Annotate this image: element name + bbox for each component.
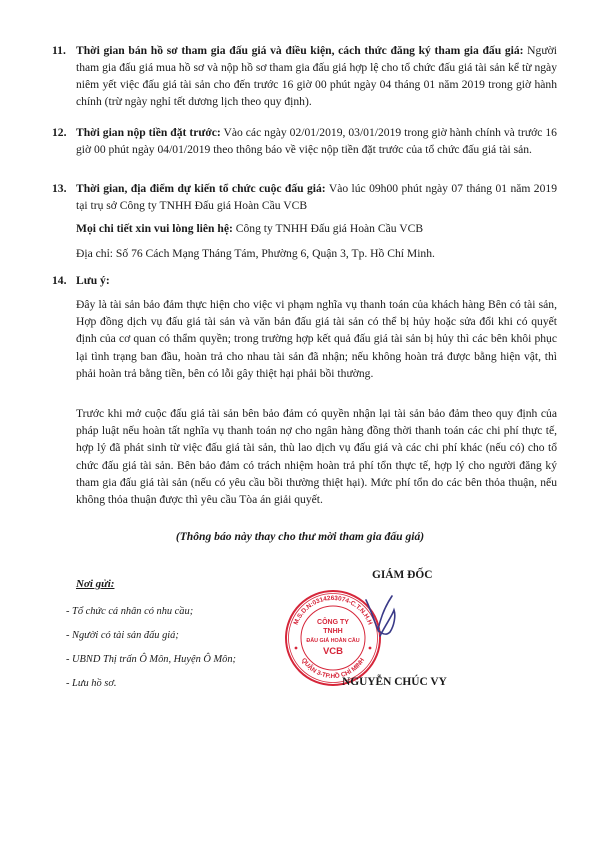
contact-label: Mọi chi tiết xin vui lòng liên hệ: bbox=[76, 222, 233, 235]
signature-title: GIÁM ĐỐC bbox=[372, 569, 433, 581]
stamp-brand: VCB bbox=[322, 646, 344, 657]
section-title: Thời gian bán hồ sơ tham gia đấu giá và điều kiện, cách thức đăng ký tham gia đấu giá: bbox=[76, 44, 524, 57]
section-14 bbox=[52, 272, 557, 289]
section-number: 11. bbox=[52, 44, 66, 57]
section-title: Lưu ý: bbox=[76, 274, 110, 287]
section-11 bbox=[52, 42, 557, 110]
stamp-ring-text: M.S.D.N:0314263074-C.T.N.H.H bbox=[292, 594, 374, 626]
handwritten-signature bbox=[356, 590, 408, 642]
section-title: Thời gian nộp tiền đặt trước: bbox=[76, 126, 221, 139]
section-number: 12. bbox=[52, 126, 67, 139]
stamp-company-line2: TNHH bbox=[323, 628, 343, 635]
section-title: Thời gian, địa điểm dự kiến tổ chức cuộc đấu giá: bbox=[76, 182, 326, 195]
recipients-title: Nơi gửi: bbox=[76, 578, 115, 590]
note-paragraph-1: Đây là tài sản bảo đảm thực hiện cho việc vi phạm nghĩa vụ thanh toán của khách hàng Bên có tài sản, Hợp đồng dịch vụ đấu giá tài sản và văn bản đấu giá tài sản có thể bị hủy hoặc sửa đổi khi có quyết định của cơ quan có thẩm quyền; trong trường hợp kết quả đấu giá tài sản bị hủy thì các bên khôi phục lại tình trạng ban đầu, hoàn trả cho nhau tài sản đã nhận; nếu không hoàn trả được bằng hiện vật, thì phải hoàn trả bằng tiền, bên có lỗi gây thiệt hại phải bồi thường. bbox=[76, 298, 557, 380]
note-paragraph-2: Trước khi mở cuộc đấu giá tài sản bên bảo đảm có quyền nhận lại tài sản bảo đảm theo quy định của pháp luật nếu hoàn tất nghĩa vụ thanh toán nợ cho ngân hàng đồng thời thanh toán các chi phí thực tế, hợp lý đã phát sinh từ việc đấu giá tài sản, thù lao dịch vụ đấu giá và các chi phí khác (nếu có) cho tổ chức đấu giá tài sản. Bên bảo đảm có trách nhiệm hoàn trả phí tổn thực tế, hợp lý cho người đăng ký tham gia đấu giá tài sản (nếu có yêu cầu bồi thường thiệt hại). Mức phí tổn do các bên thỏa thuận, nếu không thỏa thuận được thì yêu cầu Tòa án giải quyết. bbox=[76, 407, 557, 507]
recipient-item: - Lưu hồ sơ. bbox=[66, 678, 117, 689]
section-text: Vào lúc 09h00 phút ngày 07 tháng 01 năm 2019 tại trụ sở Công ty TNHH Đấu giá Hoàn Cầu VCB bbox=[76, 182, 557, 212]
section-number: 13. bbox=[52, 182, 67, 195]
section-13 bbox=[52, 180, 557, 214]
recipient-item: - UBND Thị trấn Ô Môn, Huyện Ô Môn; bbox=[66, 654, 236, 665]
contact-address: Địa chỉ: Số 76 Cách Mạng Tháng Tám, Phường 6, Quận 3, Tp. Hồ Chí Minh. bbox=[76, 247, 435, 260]
stamp-company-line3: ĐẤU GIÁ HOÀN CẦU bbox=[306, 638, 360, 644]
recipient-item: - Tổ chức cá nhân có nhu cầu; bbox=[66, 606, 194, 617]
section-number: 14. bbox=[52, 274, 67, 287]
stamp-company-line1: CÔNG TY bbox=[317, 619, 349, 626]
section-text: Vào các ngày 02/01/2019, 03/01/2019 trong giờ hành chính và trước 16 giờ 00 phút ngày 04/01/2019 theo thông báo về việc nộp tiền đặt trước của tổ chức đấu giá tài sản. bbox=[76, 126, 557, 156]
closing-note: (Thông báo này thay cho thư mời tham gia đấu giá) bbox=[175, 530, 425, 543]
section-text: Người tham gia đấu giá mua hồ sơ và nộp hồ sơ tham gia đấu giá hợp lệ cho tổ chức đấu giá tài sản kể từ ngày niêm yết việc đấu giá tài sản cho đến trước 16 giờ 00 phút ngày 04 tháng 01 năm 2019 trong giờ hành chính (trừ ngày nghỉ tết dương lịch theo quy định). bbox=[76, 44, 557, 108]
contact-line bbox=[76, 220, 557, 237]
section-12 bbox=[52, 124, 557, 158]
contact-value: Công ty TNHH Đấu giá Hoàn Cầu VCB bbox=[232, 222, 424, 235]
recipient-item: - Người có tài sản đấu giá; bbox=[66, 630, 179, 641]
signatory-name: NGUYỄN CHÚC VY bbox=[342, 676, 447, 688]
stamp-bottom-text: QUẬN 3-TP.HỒ CHÍ MINH bbox=[299, 656, 367, 681]
